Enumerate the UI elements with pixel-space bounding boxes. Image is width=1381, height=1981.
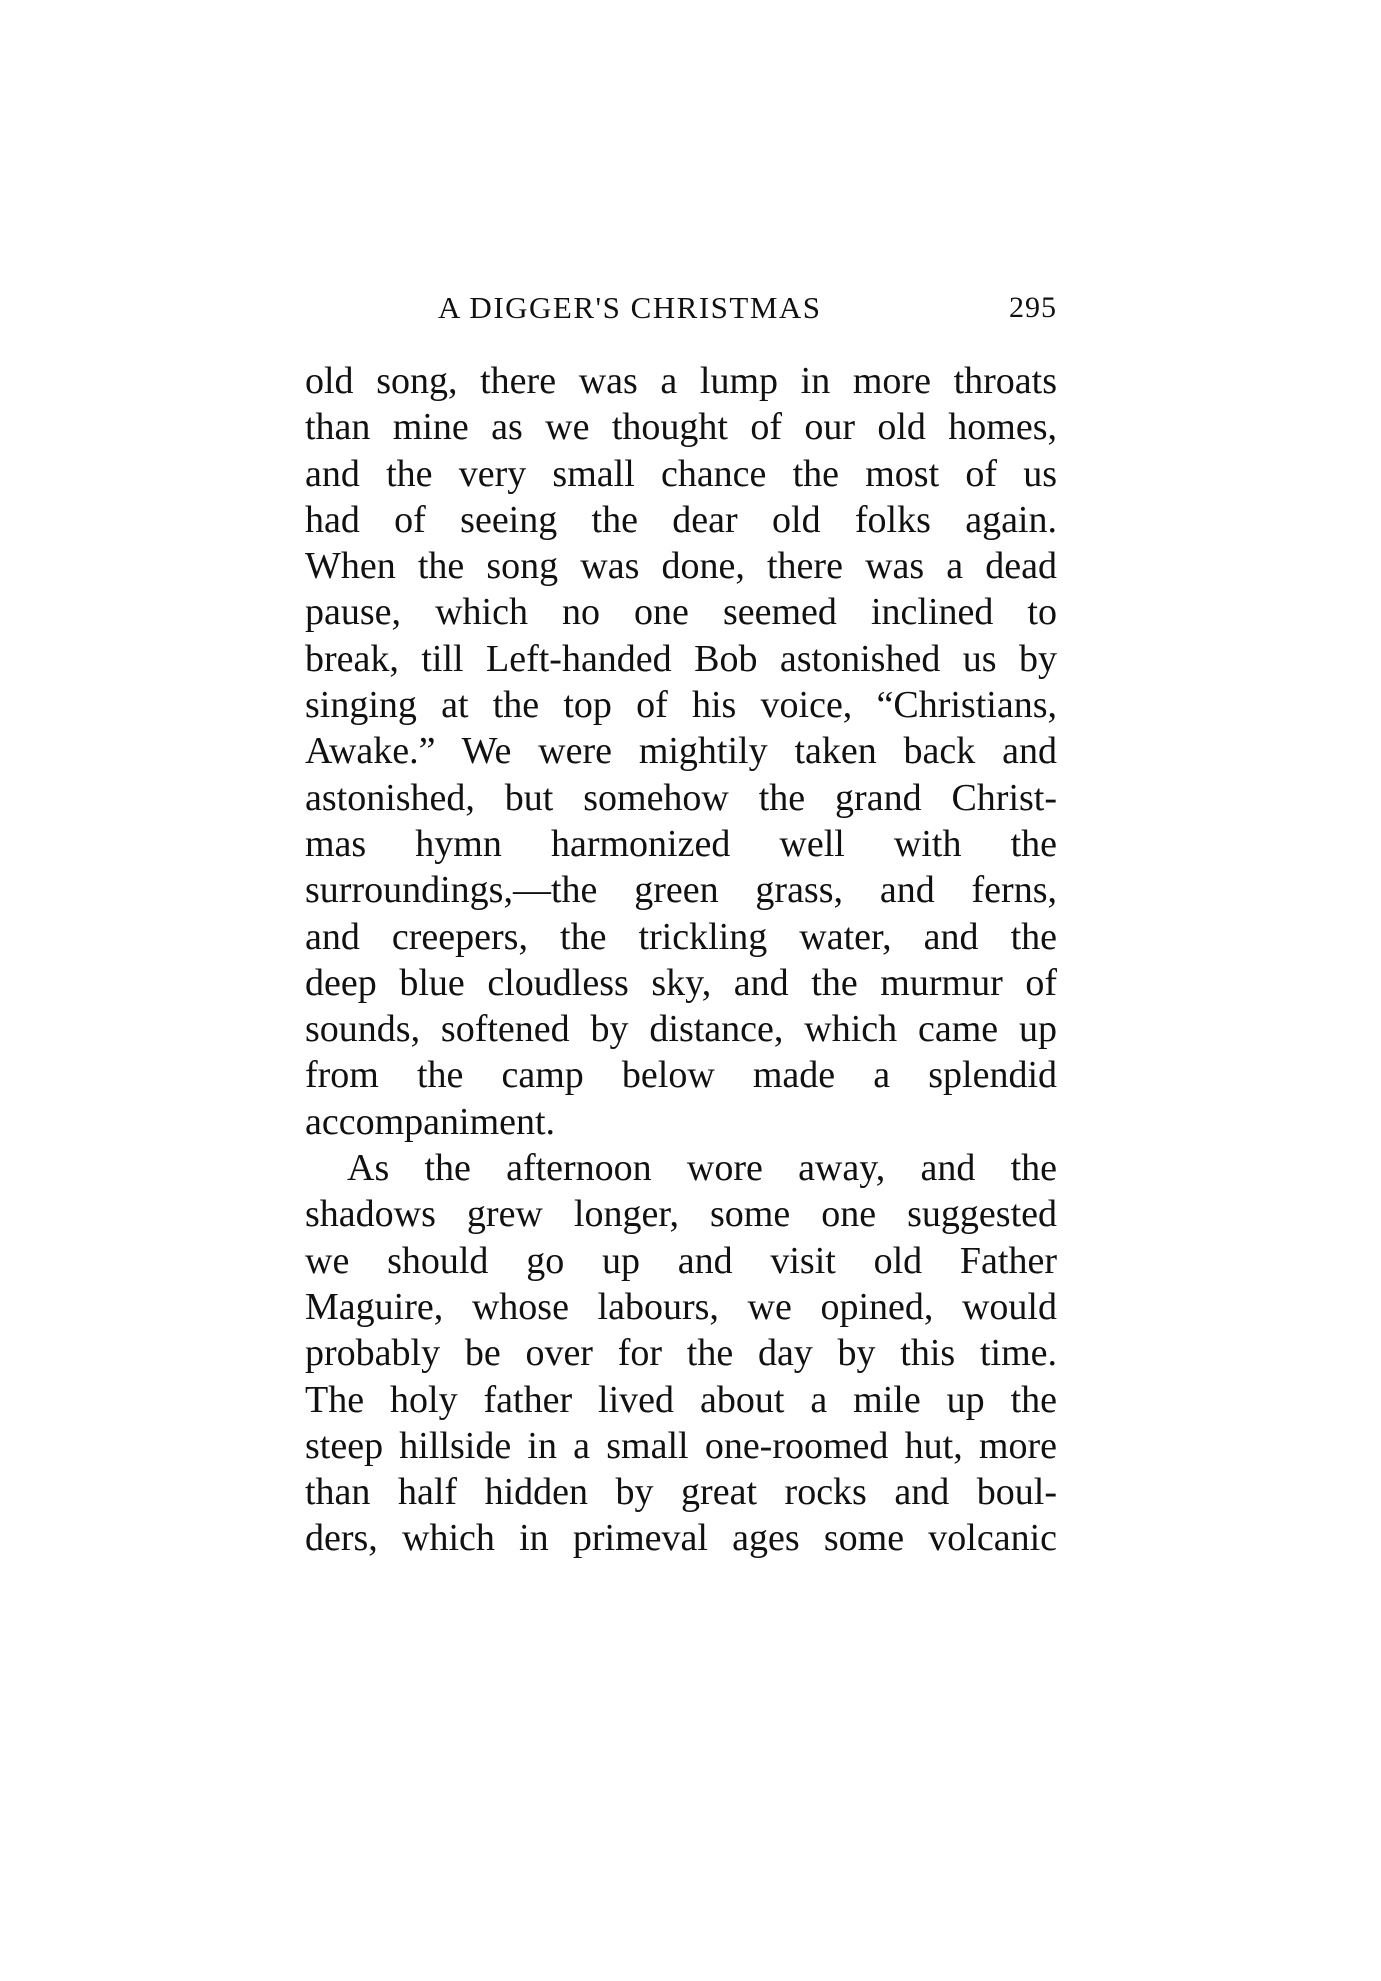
text-line: and creepers, the trickling water, and the xyxy=(305,915,1057,958)
text-line: than half hidden by great rocks and boul- xyxy=(305,1471,1057,1514)
text-line: astonished, but somehow the grand Christ- xyxy=(305,776,1057,819)
running-head xyxy=(305,283,1057,333)
text-line: old song, there was a lump in more throats xyxy=(305,360,1057,402)
text-line: than mine as we thought of our old homes, xyxy=(305,406,1057,449)
text-line: deep blue cloudless sky, and the murmur of xyxy=(305,961,1057,1004)
text-line: singing at the top of his voice, “Christians, xyxy=(305,684,1057,727)
running-title: A DIGGER'S CHRISTMAS xyxy=(438,290,822,325)
text-line: from the camp below made a splendid xyxy=(305,1054,1057,1097)
text-line: Awake.” We were mightily taken back and xyxy=(305,730,1057,773)
page-number: 295 xyxy=(1009,291,1057,324)
text-line: steep hillside in a small one-roomed hut, more xyxy=(305,1424,1057,1467)
text-line: had of seeing the dear old folks again. xyxy=(305,498,1057,541)
paragraph-start-line: As the afternoon wore away, and the xyxy=(347,1147,1057,1190)
text-line: ders, which in primeval ages some volcanic xyxy=(305,1517,1057,1560)
body-text xyxy=(305,358,1057,1562)
text-line: we should go up and visit old Father xyxy=(305,1239,1057,1282)
text-line: shadows grew longer, some one suggested xyxy=(305,1193,1057,1236)
text-line: and the very small chance the most of us xyxy=(305,452,1057,495)
text-line: The holy father lived about a mile up the xyxy=(305,1378,1057,1421)
text-line: surroundings,—the green grass, and ferns, xyxy=(305,869,1057,912)
text-line: Maguire, whose labours, we opined, would xyxy=(305,1285,1057,1328)
text-line: break, till Left-handed Bob astonished us by xyxy=(305,637,1057,680)
text-line: mas hymn harmonized well with the xyxy=(305,822,1057,865)
paragraph-end-line: accompaniment. xyxy=(305,1100,556,1143)
text-line: pause, which no one seemed inclined to xyxy=(305,591,1057,634)
text-line: When the song was done, there was a dead xyxy=(305,545,1057,588)
text-line: sounds, softened by distance, which came up xyxy=(305,1008,1057,1051)
text-line: probably be over for the day by this time. xyxy=(305,1332,1057,1375)
